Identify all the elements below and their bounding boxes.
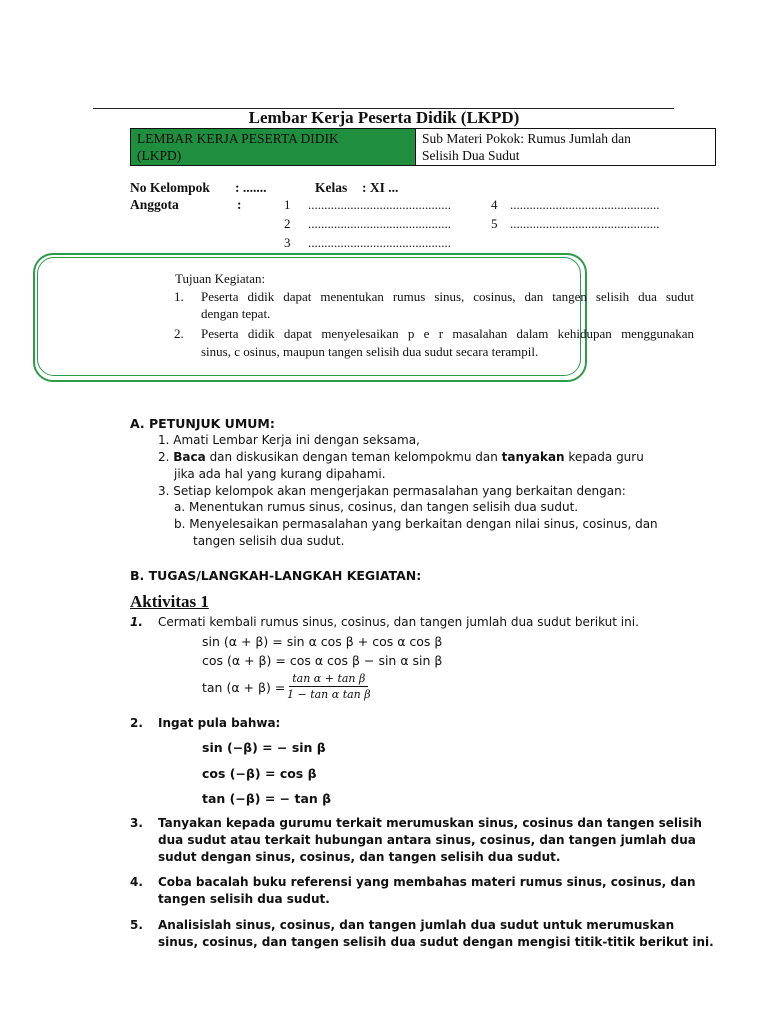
section-a-item-3: 3. Setiap kelompok akan mengerjakan permasalahan yang berkaitan dengan: <box>158 484 626 498</box>
member-4-number: 4 <box>491 197 498 212</box>
section-a-item-2-mid: dan diskusikan dengan teman kelompokmu dan <box>205 450 502 464</box>
step-1-number: 1. <box>130 615 143 629</box>
goal-2-number: 2. <box>174 326 184 341</box>
step-5-number: 5. <box>130 918 143 932</box>
goal-2-line1: Peserta didik dapat menyelesaikan p e r masalahan dalam kehidupan menggunakan <box>201 326 694 341</box>
goal-1-number: 1. <box>174 289 184 304</box>
identity-sin: sin (−β) = − sin β <box>202 740 326 755</box>
member-2-field[interactable]: ............................................ <box>308 216 451 231</box>
section-a-item-2-line2: jika ada hal yang kurang dipahami. <box>174 467 386 481</box>
section-a-item-2-bold1: Baca <box>173 450 206 464</box>
section-a-item-2-bold2: tanyakan <box>501 450 565 464</box>
identity-tan: tan (−β) = − tan β <box>202 791 332 806</box>
step-1-text: Cermati kembali rumus sinus, cosinus, dan tangen jumlah dua sudut berikut ini. <box>158 615 639 629</box>
step-3-line-1: Tanyakan kepada gurumu terkait merumuskan sinus, cosinus dan tangen selisih <box>158 816 702 830</box>
goals-title: Tujuan Kegiatan: <box>175 271 266 286</box>
formula-cos-sum: cos (α + β) = cos α cos β − sin α sin β <box>202 653 443 668</box>
kelas-value: : XI ... <box>362 180 399 195</box>
anggota-colon: : <box>237 197 242 212</box>
identity-cos: cos (−β) = cos β <box>202 766 317 781</box>
step-3-number: 3. <box>130 816 143 830</box>
step-4-line-1: Coba bacalah buku referensi yang membahas materi rumus sinus, cosinus, dan <box>158 875 696 889</box>
member-2-number: 2 <box>284 216 291 231</box>
section-a-heading: A. PETUNJUK UMUM: <box>130 416 275 431</box>
header-right-line2: Selisih Dua Sudut <box>422 148 520 163</box>
section-b-heading: B. TUGAS/LANGKAH-LANGKAH KEGIATAN: <box>130 568 422 583</box>
step-5-line-2: sinus, cosinus, dan tangen selisih dua sudut dengan mengisi titik-titik berikut ini. <box>158 935 714 949</box>
no-kelompok-label: No Kelompok <box>130 180 210 195</box>
step-3-line-2: dua sudut atau terkait hubungan antara sinus, cosinus, dan tangen jumlah dua <box>158 833 696 847</box>
section-a-item-2-end: kepada guru <box>564 450 644 464</box>
document-title: Lembar Kerja Peserta Didik (LKPD) <box>248 108 520 127</box>
formula-tan-fraction <box>284 671 374 702</box>
member-5-number: 5 <box>491 216 498 231</box>
section-a-item-3b-line1: b. Menyelesaikan permasalahan yang berkaitan dengan nilai sinus, cosinus, dan <box>174 517 658 531</box>
formula-tan-lhs: tan (α + β) = <box>202 680 286 695</box>
member-1-number: 1 <box>284 197 291 212</box>
step-3-line-3: sudut dengan sinus, cosinus, dan tangen selisih dua sudut. <box>158 850 561 864</box>
header-left-cell <box>131 129 416 165</box>
step-2-text: Ingat pula bahwa: <box>158 716 281 730</box>
section-a-item-3b-line2: tangen selisih dua sudut. <box>193 534 345 548</box>
step-4-line-2: tangen selisih dua sudut. <box>158 892 330 906</box>
section-a-item-1: 1. Amati Lembar Kerja ini dengan seksama, <box>158 433 420 447</box>
header-left-line2: (LKPD) <box>137 148 182 163</box>
header-right-line1: Sub Materi Pokok: Rumus Jumlah dan <box>422 131 631 146</box>
formula-sin-sum: sin (α + β) = sin α cos β + cos α cos β <box>202 634 443 649</box>
section-a-item-2-number: 2. <box>158 450 170 464</box>
goal-2-line2: sinus, c osinus, maupun tangen selisih dua sudut secara terampil. <box>201 344 539 359</box>
goal-1-line1: Peserta didik dapat menentukan rumus sinus, cosinus, dan tangen selisih dua sudut <box>201 289 694 304</box>
section-a-item-2 <box>158 450 644 464</box>
member-4-field[interactable]: .............................................. <box>510 197 660 212</box>
formula-tan-numerator: tan α + tan β <box>289 671 368 687</box>
section-a-item-3a: a. Menentukan rumus sinus, cosinus, dan tangen selisih dua sudut. <box>174 500 579 514</box>
member-3-field[interactable]: ............................................ <box>308 235 451 250</box>
formula-tan-denominator: 1 − tan α tan β <box>287 688 371 701</box>
goal-1-line2: dengan tepat. <box>201 306 271 321</box>
header-left-line1: LEMBAR KERJA PESERTA DIDIK <box>137 131 339 146</box>
no-kelompok-value: : ....... <box>235 180 267 195</box>
kelas-label: Kelas <box>315 180 348 195</box>
header-table <box>130 128 716 166</box>
step-2-number: 2. <box>130 716 143 730</box>
member-5-field[interactable]: .............................................. <box>510 216 660 231</box>
activity-title: Aktivitas 1 <box>130 592 209 611</box>
member-1-field[interactable]: ............................................ <box>308 197 451 212</box>
step-5-line-1: Analisislah sinus, cosinus, dan tangen jumlah dua sudut untuk merumuskan <box>158 918 675 932</box>
step-4-number: 4. <box>130 875 143 889</box>
header-right-cell <box>416 129 715 165</box>
member-3-number: 3 <box>284 235 291 250</box>
anggota-label: Anggota <box>130 197 179 212</box>
